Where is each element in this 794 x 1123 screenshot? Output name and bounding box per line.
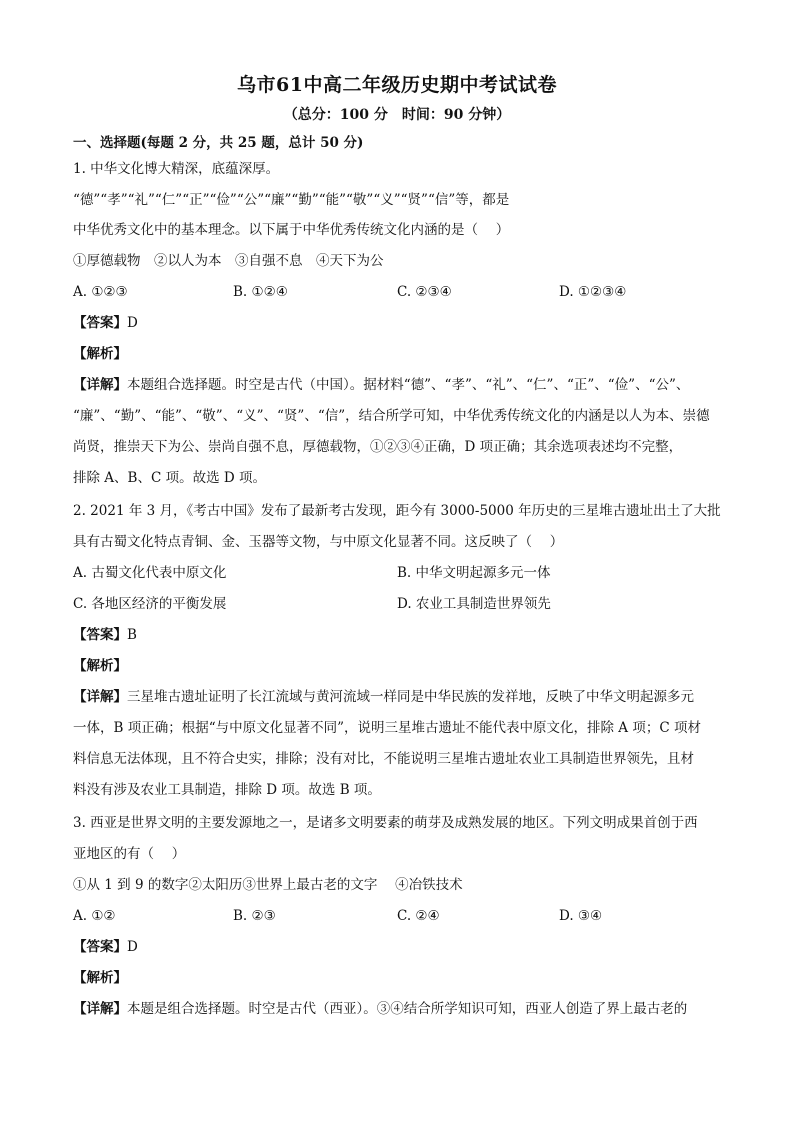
answer-label: 【答案】 [73,315,127,331]
q3-option-a: A. ①② [73,908,116,924]
q3-option-c: C. ②④ [397,908,440,924]
q1-option-c: C. ②③④ [397,284,452,300]
q2-analysis-label: 【解析】 [73,658,127,674]
answer-value: D [127,315,138,331]
q2-option-a: A. 古蜀文化代表中原文化 [73,565,227,581]
q3-detail-line [73,999,723,1019]
q1-detail-line: 尚贤，推崇天下为公、崇尚自强不息，厚德载物，①②③④正确，D 项正确；其余选项表述均不完整， [73,439,683,455]
q2-answer [73,625,723,645]
q3-analysis-label: 【解析】 [73,970,127,986]
q2-option-b: B. 中华文明起源多元一体 [397,565,551,581]
q2-stem: 2. 2021 年 3 月，《考古中国》发布了最新考古发现，距今有 3000-5000 年历史的三星堆古遗址出土了大批 [73,503,721,519]
q2-detail-line: 一体，B 项正确；根据“与中原文化显著不同”，说明三星堆古遗址不能代表中原文化，排除 A 项；C 项材 [73,720,701,736]
q2-detail-line: 料没有涉及农业工具制造，排除 D 项。故选 B 项。 [73,782,381,798]
q1-detail-line: “廉”、“勤”、“能”、“敬”、“义”、“贤”、“信”，结合所学可知，中华优秀传统文化的内涵是以人为本、崇德 [73,408,710,424]
page-subtitle: （总分：100 分 时间：90 分钟） [283,107,511,123]
detail-text: 三星堆古遗址证明了长江流域与黄河流域一样同是中华民族的发祥地，反映了中华文明起源多元 [127,689,694,705]
q2-text-line: 具有古蜀文化特点青铜、金、玉器等文物，与中原文化显著不同。这反映了（ ） [73,534,564,550]
q2-detail-line: 料信息无法体现，且不符合史实，排除；没有对比，不能说明三星堆古遗址农业工具制造世界领先，且材 [73,751,694,767]
q1-option-d: D. ①②③④ [559,284,627,300]
answer-label: 【答案】 [73,627,127,643]
q1-analysis-label: 【解析】 [73,346,127,362]
q1-stem: 1. 中华文化博大精深，底蕴深厚。 [73,161,280,177]
q3-answer [73,937,723,957]
detail-label: 【详解】 [73,377,127,393]
q2-detail-line [73,687,723,707]
q1-text-line: “德”“孝”“礼”“仁”“正”“俭”“公”“廉”“勤”“能”“敬”“义”“贤”“信”等，都是 [73,192,510,208]
q2-option-c: C. 各地区经济的平衡发展 [73,596,227,612]
q1-answer [73,313,723,333]
q3-option-b: B. ②③ [233,908,276,924]
q2-option-d: D. 农业工具制造世界领先 [397,596,551,612]
q3-option-d: D. ③④ [559,908,603,924]
detail-label: 【详解】 [73,689,127,705]
answer-label: 【答案】 [73,939,127,955]
section-heading: 一、选择题(每题 2 分，共 25 题，总计 50 分) [73,135,364,151]
detail-label: 【详解】 [73,1001,127,1017]
page-title: 乌市61中高二年级历史期中考试试卷 [237,74,557,96]
detail-text: 本题组合选择题。时空是古代（中国）。据材料“德”、“孝”、“礼”、“仁”、“正”、“俭”、“公”、 [127,377,690,393]
q1-detail-line [73,375,723,395]
q3-text-line: 亚地区的有（ ） [73,846,186,862]
q3-items: ①从 1 到 9 的数字②太阳历③世界上最古老的文字 ④冶铁技术 [73,877,463,893]
answer-value: D [127,939,138,955]
answer-value: B [127,627,137,643]
q1-option-b: B. ①②④ [233,284,288,300]
q1-option-a: A. ①②③ [73,284,128,300]
q3-stem: 3. 西亚是世界文明的主要发源地之一，是诸多文明要素的萌芽及成熟发展的地区。下列文明成果首创于西 [73,815,698,831]
q1-detail-line: 排除 A、B、C 项。故选 D 项。 [73,470,266,486]
detail-text: 本题是组合选择题。时空是古代（西亚）。③④结合所学知识可知，西亚人创造了界上最古老的 [127,1001,688,1017]
q1-items: ①厚德载物 ②以人为本 ③自强不息 ④天下为公 [73,253,384,269]
q1-text-line: 中华优秀文化中的基本理念。以下属于中华优秀传统文化内涵的是（ ） [73,222,510,238]
